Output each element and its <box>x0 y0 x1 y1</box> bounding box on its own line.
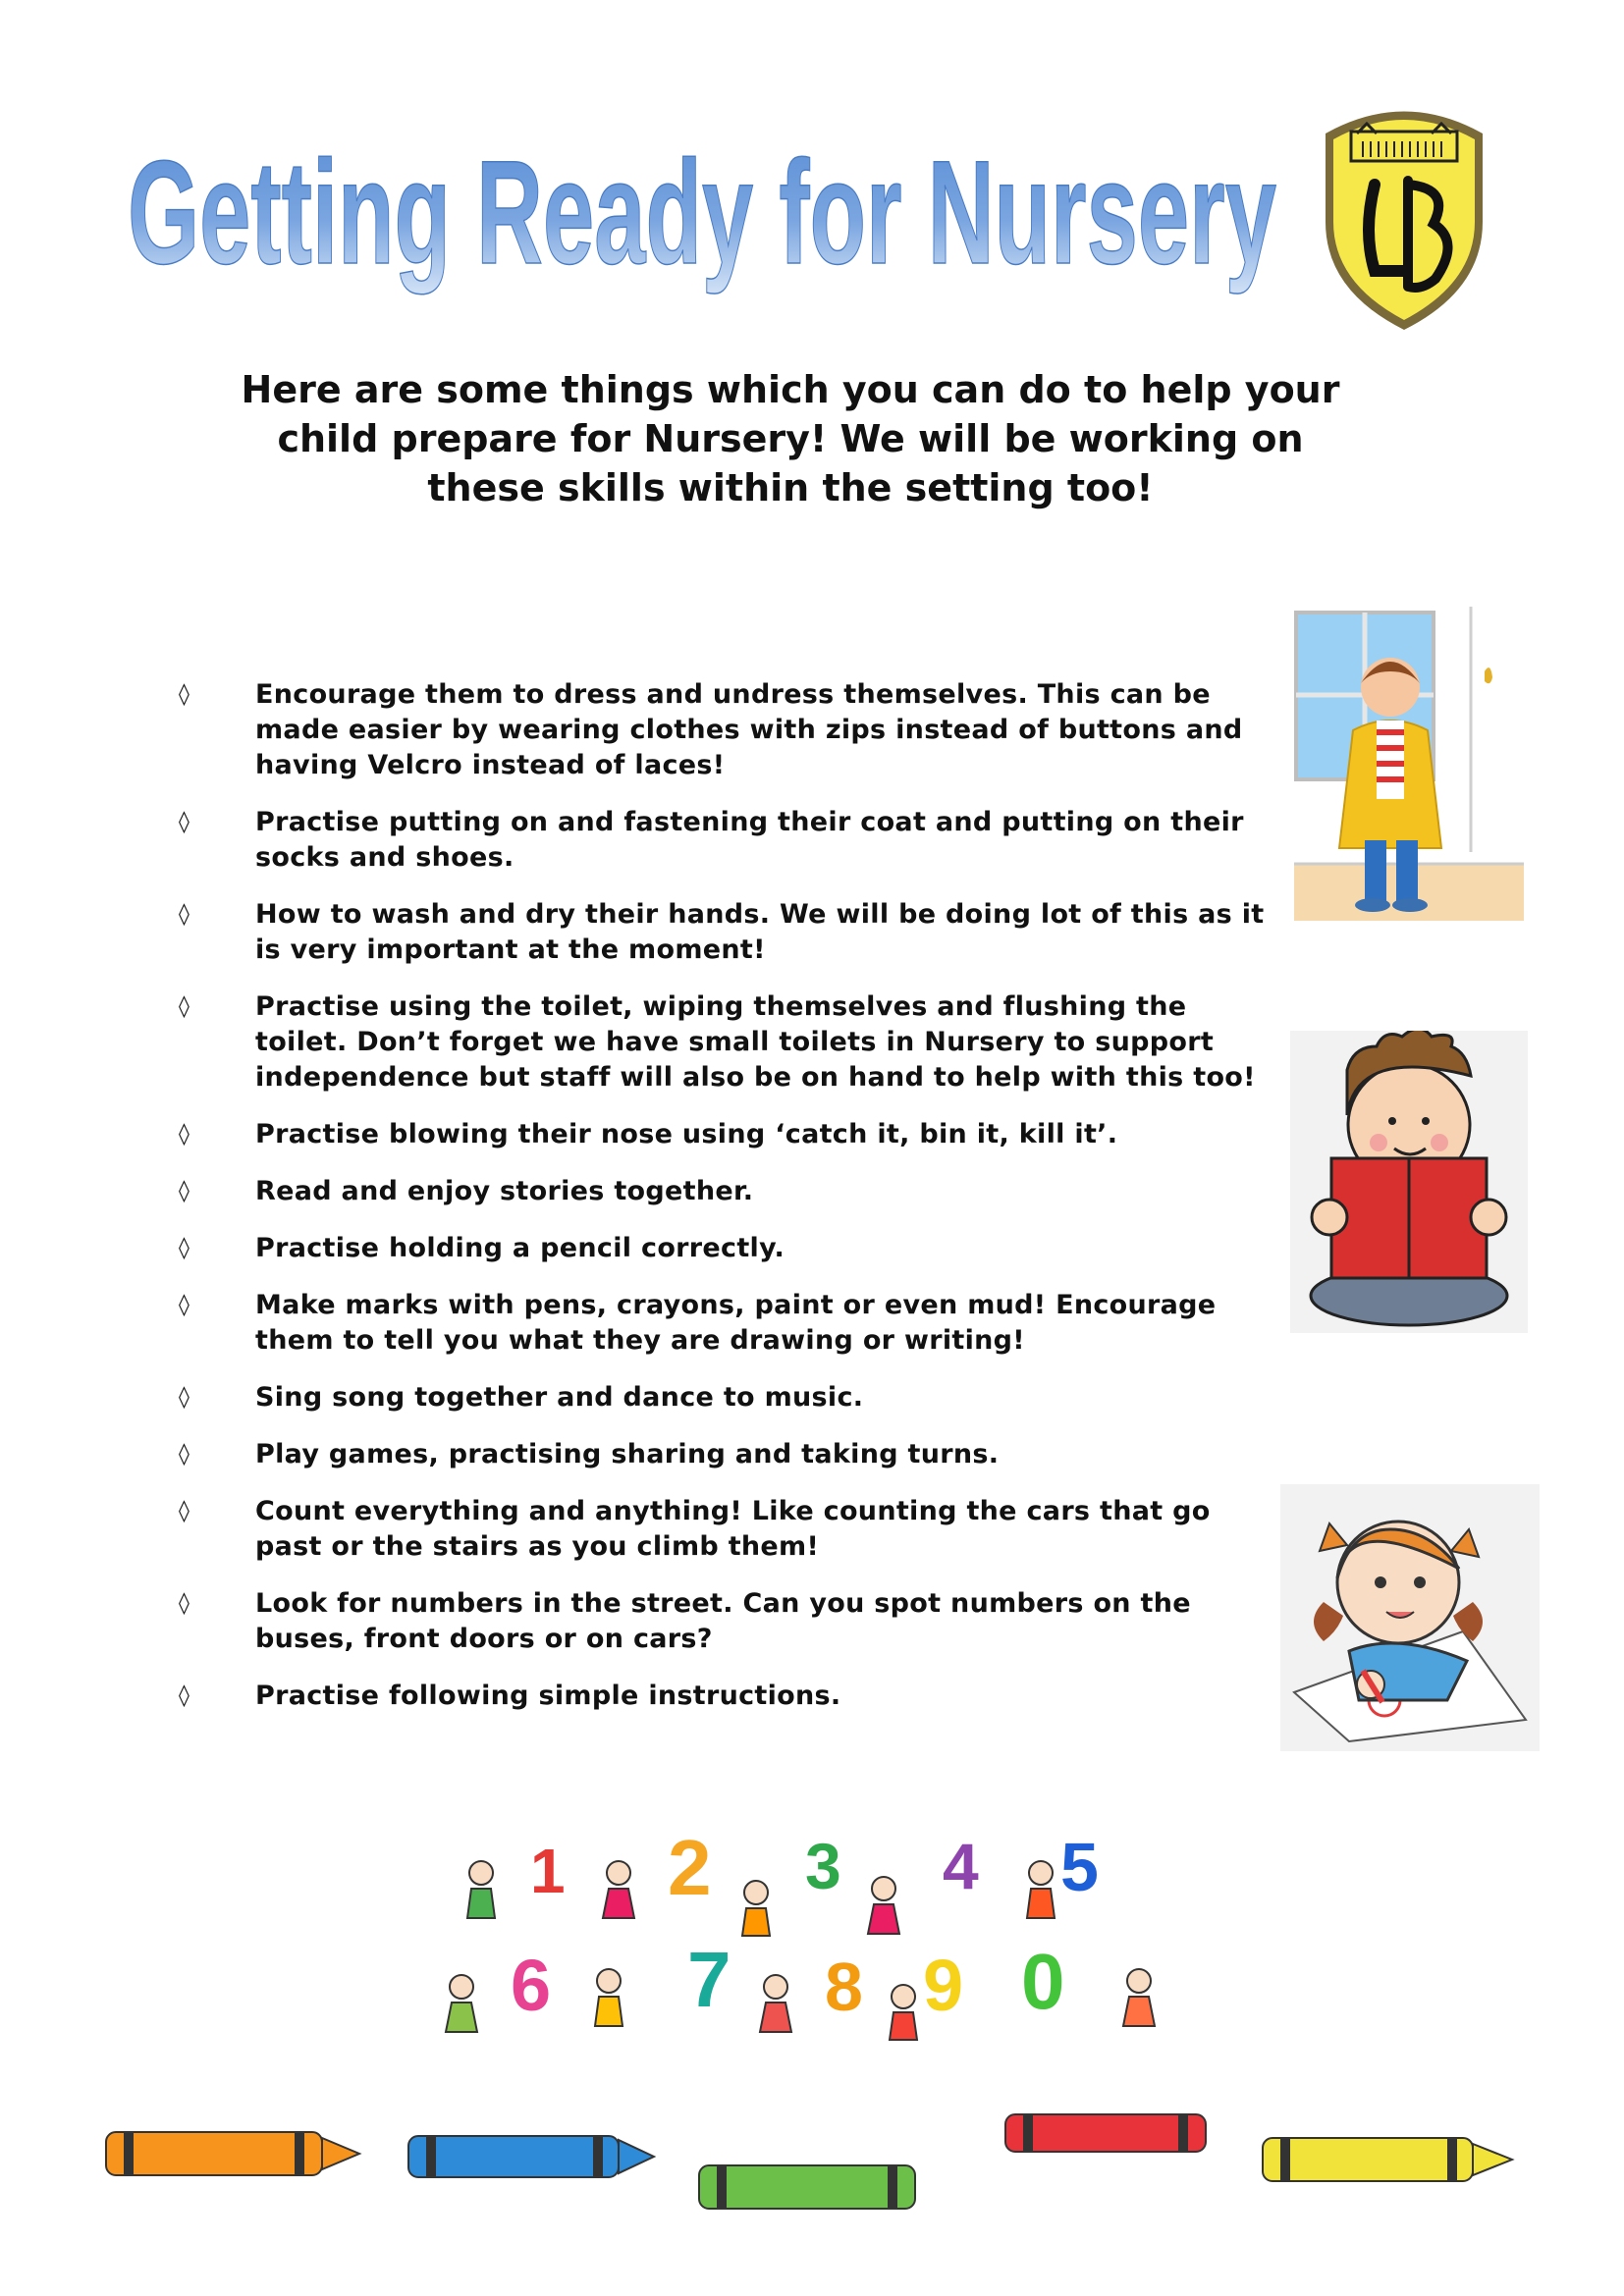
diamond-bullet-icon: ◊ <box>179 1179 189 1203</box>
diamond-bullet-icon: ◊ <box>179 1499 189 1523</box>
tip-text: Practise blowing their nose using ‘catch it, bin it, kill it’. <box>255 1119 1118 1149</box>
list-item <box>147 1231 1276 1266</box>
svg-text:6: 6 <box>511 1945 552 2026</box>
diamond-bullet-icon: ◊ <box>179 1122 189 1147</box>
list-item <box>147 1117 1276 1152</box>
list-item <box>147 1437 1276 1472</box>
blue-crayon <box>408 2136 654 2177</box>
page-title <box>118 116 1286 322</box>
intro-paragraph: Here are some things which you can do to help your child prepare for Nursery! We will be working on these skills within the setting too! <box>241 368 1340 509</box>
svg-text:0: 0 <box>1021 1938 1065 2025</box>
diamond-bullet-icon: ◊ <box>179 682 189 707</box>
tips-list <box>147 677 1276 1735</box>
svg-text:4: 4 <box>943 1834 979 1902</box>
svg-text:2: 2 <box>668 1834 712 1911</box>
list-item <box>147 1586 1276 1657</box>
children-with-numbers-illustration <box>432 1834 1218 2081</box>
diamond-bullet-icon: ◊ <box>179 1442 189 1467</box>
diamond-bullet-icon: ◊ <box>179 994 189 1019</box>
list-item <box>147 677 1276 783</box>
orange-crayon <box>106 2132 359 2175</box>
title-text: Getting Ready for Nursery <box>128 130 1276 294</box>
list-item <box>147 1288 1276 1359</box>
tip-text: Read and enjoy stories together. <box>255 1176 754 1206</box>
diamond-bullet-icon: ◊ <box>179 1236 189 1260</box>
svg-text:3: 3 <box>805 1834 841 1902</box>
list-item <box>147 1494 1276 1565</box>
title-art <box>118 116 1286 322</box>
green-crayon <box>699 2165 915 2209</box>
tip-text: Look for numbers in the street. Can you spot numbers on the buses, front doors or on cars? <box>255 1588 1191 1654</box>
digit-1 <box>530 1836 566 1906</box>
tip-text: Play games, practising sharing and taking turns. <box>255 1439 1000 1469</box>
diamond-bullet-icon: ◊ <box>179 1683 189 1708</box>
tip-text: Practise using the toilet, wiping themselves and flushing the toilet. Don’t forget we have small toilets in Nursery to support independence but staff will also be on hand to help with this too! <box>255 991 1256 1093</box>
boy-putting-on-coat-illustration <box>1292 607 1524 931</box>
list-item <box>147 1380 1276 1415</box>
tip-text: Count everything and anything! Like counting the cars that go past or the stairs as you climb them! <box>255 1496 1211 1562</box>
diamond-bullet-icon: ◊ <box>179 1385 189 1410</box>
girl-drawing-illustration <box>1280 1484 1540 1751</box>
red-crayon <box>1005 2114 1206 2152</box>
crayons-illustration <box>98 2110 1551 2218</box>
diamond-bullet-icon: ◊ <box>179 1293 189 1317</box>
list-item <box>147 897 1276 968</box>
tip-text: Make marks with pens, crayons, paint or even mud! Encourage them to tell you what they are drawing or writing! <box>255 1290 1217 1356</box>
school-crest-logo <box>1314 94 1494 334</box>
list-item <box>147 1174 1276 1209</box>
tip-text: Sing song together and dance to music. <box>255 1382 864 1413</box>
diamond-bullet-icon: ◊ <box>179 810 189 834</box>
yellow-crayon <box>1263 2138 1512 2181</box>
diamond-bullet-icon: ◊ <box>179 1591 189 1616</box>
list-item <box>147 805 1276 876</box>
tip-text: Encourage them to dress and undress themselves. This can be made easier by wearing clothes with zips instead of buttons and having Velcro instead of laces! <box>255 679 1243 780</box>
tip-text: Practise holding a pencil correctly. <box>255 1233 785 1263</box>
tip-text: Practise following simple instructions. <box>255 1681 841 1711</box>
list-item <box>147 989 1276 1095</box>
boy-reading-book-illustration <box>1290 1031 1528 1333</box>
diamond-bullet-icon: ◊ <box>179 902 189 927</box>
tip-text: Practise putting on and fastening their coat and putting on their socks and shoes. <box>255 807 1244 873</box>
tip-text: How to wash and dry their hands. We will be doing lot of this as it is very important at the moment! <box>255 899 1265 965</box>
svg-text:1: 1 <box>530 1836 566 1906</box>
list-item <box>147 1679 1276 1714</box>
svg-text:5: 5 <box>1060 1834 1099 1905</box>
svg-text:7: 7 <box>687 1936 731 2023</box>
svg-text:8: 8 <box>825 1949 863 2025</box>
svg-text:9: 9 <box>923 1945 964 2026</box>
